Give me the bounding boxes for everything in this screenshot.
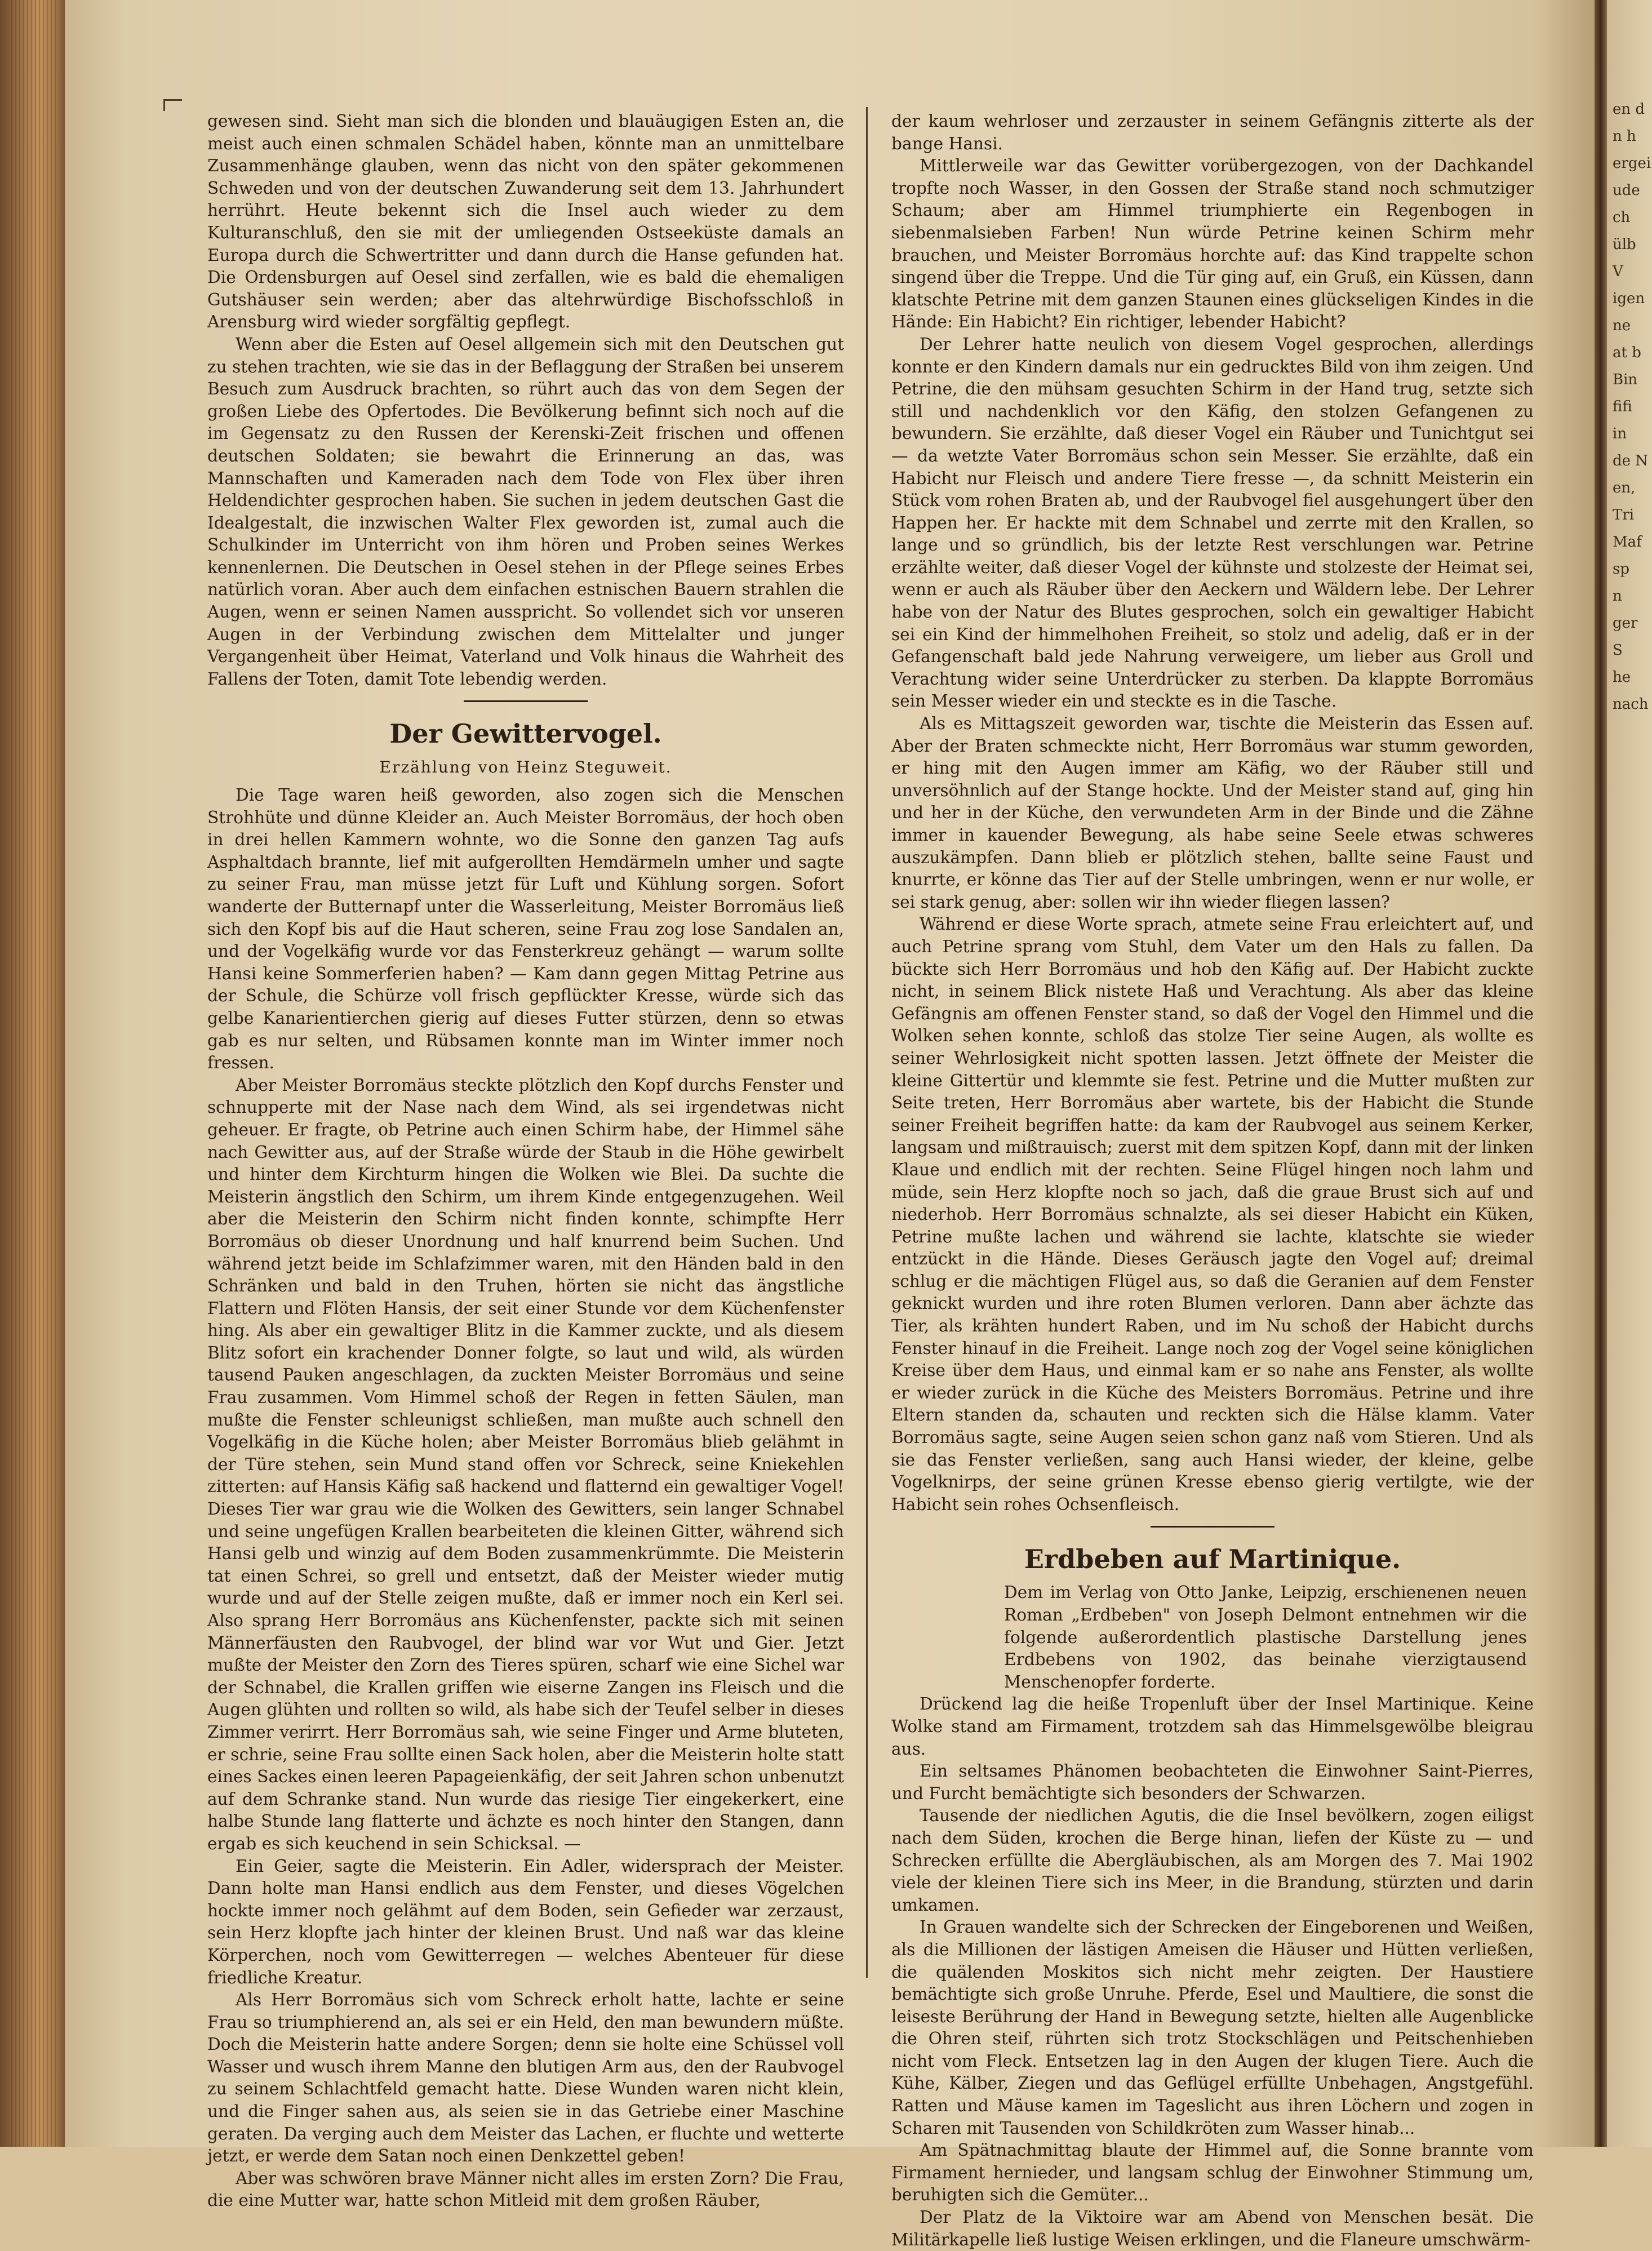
next-page-fragment: n: [1613, 588, 1622, 605]
story-paragraph: Aber was schwören brave Männer nicht alles im ersten Zorn? Die Frau, die eine Mutter war, hatte schon Mitleid mit dem großen Räuber,: [207, 2168, 844, 2210]
next-page-fragment: ergei: [1613, 155, 1651, 172]
section-divider: [1151, 1526, 1274, 1528]
next-page-fragment: en,: [1613, 479, 1636, 496]
story-paragraph: Als es Mittagszeit geworden war, tischte die Meisterin das Essen auf. Aber der Braten schmeckte nicht, Herr Borromäus war stumm geworden, er hing mit den Augen immer am Käfig, wo der Räuber still und unversöhnlich auf der Stange hockte. Und der Meister stand auf, ging hin und her in der Küche, den verwundeten Arm in der Binde und die Zähne immer in kauender Bewegung, als habe seine Seele etwas schweres auszukämpfen. Dann blieb er plötzlich stehen, ballte seine Faust und knurrte, er könne das Tier auf der Stelle umbringen, wenn er nur wolle, er sei stark genug, aber: sollen wir ihn wieder fliegen lassen?: [891, 714, 1534, 912]
next-page-fragment: sp: [1613, 561, 1629, 578]
next-page-fragment: ch: [1613, 209, 1631, 226]
next-page-fragment: igen: [1613, 290, 1645, 307]
left-column: [207, 110, 844, 2212]
story-paragraph: Aber Meister Borromäus steckte plötzlich den Kopf durchs Fenster und schnupperte mit der Nase nach dem Wind, als sei irgendetwas nicht geheuer. Er fragte, ob Petrine auch einen Schirm habe, der Himmel sähe nach Gewitter aus, auf der Straße würde der Staub in die Höhe gewirbelt und hinter dem Kirchturm hingen die Wolken wie Blei. Da suchte die Meisterin ängstlich den Schirm, um ihrem Kinde entgegenzugehen. Weil aber die Meisterin den Schirm nicht finden konnte, schimpfte Herr Borromäus ob dieser Unordnung und half knurrend beim Suchen. Und während jetzt beide im Schlafzimmer waren, mit den Händen bald in den Schränken und bald in den Truhen, hörten sie nicht das ängstliche Flattern und Flöten Hansis, der seit einer Stunde vor dem Küchenfenster hing. Als aber ein gewaltiger Blitz in die Kammer zuckte, und als diesem Blitz sofort ein krachender Donner folgte, so laut und wild, als würden tausend Pauken angeschlagen, da zuckten Meister Borromäus und seine Frau zusammen. Vom Himmel schoß der Regen in fetten Säulen, man mußte die Fenster schleunigst schließen, man mußte auch schnell den Vogelkäfig in die Küche holen; aber Meister Borromäus blieb gelähmt in der Türe stehen, sein Mund stand offen vor Schreck, seine Kniekehlen zitterten: auf Hansis Käfig saß hackend und flatternd ein gewaltiger Vogel! Dieses Tier war grau wie die Wolken des Gewitters, sein langer Schnabel und seine ungefügen Krallen bearbeiteten die kleinen Gitter, während sich Hansi gelb und winzig auf dem Boden zusammenkrümmte. Die Meisterin tat einen Schrei, so grell und entsetzt, daß der Meister wieder mutig wurde und auf der Stelle zeigen mußte, daß er immer noch ein Kerl sei. Also sprang Herr Borromäus ans Küchenfenster, packte sich mit seinen Männerfäusten den Raubvogel, der blind war vor Wut und Gier. Jetzt mußte der Meister den Zorn des Tieres spüren, scharf wie eine Sichel war der Schnabel, die Krallen griffen wie eiserne Zangen ins Fleisch und die Augen glühten und rollten so wild, als habe sich der Teufel selber in dieses Zimmer verirrt. Herr Borromäus sah, wie seine Finger und Arme bluteten, er schrie, seine Frau sollte einen Sack holen, aber die Meisterin holte statt eines Sackes einen leeren Papageienkäfig, der seit Jahren schon unbenutzt auf dem Schranke stand. Nun wurde das riesige Tier eingekerkert, eine halbe Stunde lang flatterte und ächzte es noch hinter den Stangen, dann ergab es sich keuchend in sein Schicksal. —: [207, 1075, 844, 1853]
next-page-fragment: nach: [1613, 696, 1649, 713]
book-page-edge-lines: [11, 0, 56, 2147]
next-page-fragment: S: [1613, 642, 1623, 659]
article-paragraph: Tausende der niedlichen Agutis, die die Insel bevölkern, zogen eiligst nach dem Süden, krochen die Berge hinan, liefen der Küste zu — und Schrecken erfüllte die Abergläubischen, als am Morgen des 7. Mai 1902 viele der kleinen Tiere sich ins Meer, in die Brandung, stürzten und darin umkamen.: [891, 1806, 1534, 1915]
next-page-fragment: Bin: [1613, 371, 1638, 388]
next-page-fragment: fifi: [1613, 398, 1632, 415]
column-divider: [866, 107, 868, 1978]
next-page-fragment: ne: [1613, 317, 1631, 334]
next-page-fragment: de N: [1613, 452, 1649, 469]
corner-mark: [163, 99, 182, 111]
article-paragraph: In Grauen wandelte sich der Schrecken der Eingeborenen und Weißen, als die Millionen der lästigen Ameisen die Häuser und Hütten verließen, die quälenden Moskitos sich nicht mehr zeigten. Der Haustiere bemächtigte sich große Unruhe. Pferde, Esel und Maultiere, die sonst die leiseste Berührung der Hand in Bewegung setzte, hielten alle Augenblicke die Ohren steif, rührten sich trotz Stockschlägen und Peitschenhieben nicht vom Fleck. Entsetzen lag in den Augen der klugen Tiere. Auch die Kühe, Kälber, Ziegen und das Geflügel erfüllte Unbehagen, Angstgefühl. Ratten und Mäuse kamen im Tageslicht aus ihren Löchern und zogen in Scharen mit Tausenden von Schildkröten zum Wasser hinab...: [891, 1917, 1534, 2138]
next-page-fragment: ülb: [1613, 236, 1636, 253]
story-title: Der Gewittervogel.: [389, 718, 662, 749]
section-divider: [464, 700, 588, 702]
story-paragraph: Mittlerweile war das Gewitter vorübergezogen, von der Dachkandel tropfte noch Wasser, in den Gossen der Straße stand noch schmutziger Schaum; aber am Himmel triumphierte ein Regenbogen in siebenmalsieben Farben! Nun würde Petrine keinen Schirm mehr brauchen, und Meister Borromäus horchte auf: das Kind trappelte schon singend über die Treppe. Und die Tür ging auf, ein Gruß, ein Küssen, dann klatschte Petrine mit dem ganzen Staunen eines glückseligen Kindes in die Hände: Ein Habicht? Ein richtiger, lebender Habicht?: [891, 156, 1534, 332]
story-paragraph: Als Herr Borromäus sich vom Schreck erholt hatte, lachte er seine Frau so triumphierend an, als sei er ein Held, den man bewundern müßte. Doch die Meisterin hatte andere Sorgen; denn sie holte eine Schüssel voll Wasser und wusch ihrem Manne den blutigen Arm aus, den der Raubvogel zu seinem Schlachtfeld gemacht hatte. Diese Wunden waren nicht klein, und die Finger sahen aus, als seien sie in das Getriebe einer Maschine geraten. Da verging auch dem Meister das Lachen, er fluchte und wetterte jetzt, er werde dem Satan noch einen Denkzettel geben!: [207, 1990, 844, 2166]
article-intro: Dem im Verlag von Otto Janke, Leipzig, erschienenen neuen Roman „Erdbeben" von Joseph Delmont entnehmen wir die folgende außerordentlich plastische Darstellung jenes Erdbebens von 1902, das beinahe vierzigtausend Menschenopfer forderte.: [1004, 1583, 1527, 1691]
story-paragraph: der kaum wehrloser und zerzauster in seinem Gefängnis zitterte als der bange Hansi.: [891, 112, 1534, 153]
next-page-fragment: n h: [1613, 128, 1636, 145]
next-page-fragment: V: [1613, 263, 1623, 280]
story-paragraph: Die Tage waren heiß geworden, also zogen sich die Menschen Strohhüte und dünne Kleider an. Auch Meister Borromäus, der hoch oben in drei hellen Kammern wohnte, wo die Sonne den ganzen Tag aufs Asphaltdach brannte, lief mit aufgerollten Hemdärmeln umher und sagte zu seiner Frau, man müsse jetzt für Luft und Kühlung sorgen. Sofort wanderte der Butternapf unter die Wasserleitung, Meister Borromäus ließ sich den Kopf bis auf die Haut scheren, seine Frau zog lose Sandalen an, und der Vogelkäfig wurde vor das Fensterkreuz gehängt — warum sollte Hansi keine Sommerferien haben? — Kam dann gegen Mittag Petrine aus der Schule, die Schürze voll frisch gepflückter Kresse, würde sich das gelbe Kanarientierchen gierig auf dieses Futter stürzen, denn so etwas gab es nur selten, und Rübsamen konnte man im Winter immer noch fressen.: [207, 785, 844, 1073]
next-page-fragment: in: [1613, 425, 1627, 442]
next-page-edge: [1607, 0, 1652, 2147]
article-title: Erdbeben auf Martinique.: [1024, 1544, 1401, 1575]
article-continuation: gewesen sind. Sieht man sich die blonden und blauäugigen Esten an, die meist auch einen schmalen Schädel haben, könnte man an unmittelbare Zusammenhänge glauben, wenn das nicht von den später gekommenen Schweden und von der deutschen Zuwanderung seit dem 13. Jahrhundert herrührt. Heute bekennt sich die Insel auch wieder zu dem Kulturanschluß, den sie mit der umliegenden Ostseeküste damals an Europa durch die Schwertritter und dann durch die Hanse gefunden hat. Die Ordensburgen auf Oesel sind zerfallen, wie es bald die ehemaligen Gutshäuser sein werden; aber das altehrwürdige Bischofsschloß in Arensburg wird wieder sorgfältig gepflegt.: [207, 112, 844, 332]
next-page-fragment: en d: [1613, 101, 1645, 118]
book-gutter: [1595, 0, 1607, 2147]
article-paragraph: Drückend lag die heiße Tropenluft über der Insel Martinique. Keine Wolke stand am Firmament, trotzdem sah das Himmelsgewölbe bleigrau aus.: [891, 1694, 1534, 1759]
right-column: [891, 110, 1534, 2251]
article-paragraph: Ein seltsames Phänomen beobachteten die Einwohner Saint-Pierres, und Furcht bemächtigte sich besonders der Schwarzen.: [891, 1761, 1534, 1803]
next-page-fragment: Maf: [1613, 534, 1642, 550]
next-page-fragment: ger: [1613, 615, 1638, 632]
story-paragraph: Ein Geier, sagte die Meisterin. Ein Adler, widersprach der Meister. Dann holte man Hansi endlich aus dem Fenster, und dieses Vögelchen hockte immer noch gelähmt auf dem Boden, sein Gefieder war zerzaust, sein Herz klopfte jach hinter der kleinen Brust. Und naß war das kleine Körperchen, noch vom Gewitterregen — welches Abenteuer für diese friedliche Kreatur.: [207, 1856, 844, 1987]
article-paragraph: Am Spätnachmittag blaute der Himmel auf, die Sonne brannte vom Firmament hernieder, und langsam schlug der Einwohner Stimmung um, beruhigten sich die Gemüter...: [891, 2141, 1534, 2205]
next-page-fragment: he: [1613, 669, 1631, 686]
story-paragraph: Der Lehrer hatte neulich von diesem Vogel gesprochen, allerdings konnte er den Kindern damals nur ein gedrucktes Bild von ihm zeigen. Und Petrine, die den mühsam gesuchten Schirm in der Hand trug, setzte sich still und nachdenklich vor den Käfig, den stolzen Gefangenen zu bewundern. Sie erzählte, daß dieser Vogel ein Räuber und Tunichtgut sei — da wetzte Vater Borromäus schon sein Messer. Sie erzählte, daß ein Habicht nur Fleisch und andere Tiere fresse —, da schnitt Meisterin ein Stück vom rohen Braten ab, und der Raubvogel fiel ausgehungert über den Happen her. Er hackte mit dem Schnabel und zerrte mit den Krallen, so lange und so gründlich, bis der letzte Rest verschlungen war. Petrine erzählte weiter, daß dieser Vogel der kühnste und stolzeste der Heimat sei, wenn er auch als Räuber über den Aeckern und Wäldern lebe. Der Lehrer habe von der Natur des Blutes gesprochen, solch ein gewaltiger Habicht sei ein Kind der himmelhohen Freiheit, so stolz und adelig, daß er in der Gefangenschaft bald jede Nahrung verweigere, um lieber aus Groll und Verachtung wider seine Unterdrücker zu sterben. Da klappte Borromäus sein Messer wieder ein und steckte es in die Tasche.: [891, 334, 1534, 711]
next-page-fragment: Tri: [1613, 507, 1635, 523]
article-paragraph: Wenn aber die Esten auf Oesel allgemein sich mit den Deutschen gut zu stehen trachten, wie sie das in der Beflaggung der Straßen bei unserem Besuch zum Ausdruck brachten, so rührt auch das von dem Segen der großen Liebe des Opfertodes. Die Bevölkerung befinnt sich noch auf die im Gegensatz zu den Russen der Kerenski-Zeit frischen und offenen deutschen Soldaten; sie bewahrt die Erinnerung an das, was Mannschaften und Kameraden nach dem Tode von Flex über ihren Heldendichter gesprochen haben. Sie suchen in jedem deutschen Gast die Idealgestalt, die inzwischen Walter Flex geworden ist, zumal auch die Schulkinder im Unterricht von ihm hören und Proben seines Werkes kennenlernen. Die Deutschen in Oesel stehen in der Pflege seines Erbes natürlich voran. Aber auch dem einfachen estnischen Bauern strahlen die Augen, wenn er seinen Namen ausspricht. So vollendet sich vor unseren Augen in der Verbindung zwischen dem Mittelalter und junger Vergangenheit über Heimat, Vaterland und Volk hinaus die Wahrheit des Fallens der Toten, damit Tote lebendig werden.: [207, 334, 844, 689]
next-page-fragment: ude: [1613, 182, 1640, 199]
article-paragraph: Der Platz de la Viktoire war am Abend von Menschen besät. Die Militärkapelle ließ lustige Weisen erklingen, und die Flaneure umschwärm-: [891, 2208, 1534, 2249]
story-paragraph: Während er diese Worte sprach, atmete seine Frau erleichtert auf, und auch Petrine sprang vom Stuhl, dem Vater um den Hals zu fallen. Da bückte sich Herr Borromäus und hob den Käfig auf. Der Habicht zuckte nicht, in seinem Blick nistete Haß und Verachtung. Als aber das kleine Gefängnis am offenen Fenster stand, so daß der Vogel den Himmel und die Wolken sehen konnte, schloß das stolze Tier seine Augen, als wollte es seiner Wehrlosigkeit nicht spotten lassen. Jetzt öffnete der Meister die kleine Gittertür und klemmte sie fest. Petrine und die Mutter mußten zur Seite treten, Herr Borromäus aber wartete, bis der Habicht die Stunde seiner Freiheit begriffen hatte: da kam der Raubvogel aus seinem Kerker, langsam und mißtrauisch; zuerst mit dem spitzen Kopf, dann mit der linken Klaue und endlich mit der rechten. Seine Flügel hingen noch lahm und müde, sein Herz klopfte noch so jach, daß die graue Brust sich auf und niederhob. Herr Borromäus schnalzte, als sei dieser Habicht ein Küken, Petrine mußte lachen und während sie lachte, klatschte sie wieder entzückt in die Hände. Dieses Geräusch jagte den Vogel auf; dreimal schlug er die mächtigen Flügel aus, so daß die Geranien auf dem Fenster geknickt wurden und ihre roten Blumen verloren. Dann aber ächzte das Tier, als krähten hundert Raben, und im Nu schoß der Habicht durchs Fenster hinauf in die Freiheit. Lange noch zog der Vogel seine königlichen Kreise über dem Haus, und einmal kam er so nahe ans Fenster, als wollte er wieder zurück in die Küche des Meisters Borromäus. Petrine und ihre Eltern standen da, schauten und reckten sich die Hälse klamm. Vater Borromäus sagte, seine Augen seien schon ganz naß vom Stieren. Und als sie das Fenster verließen, sang auch Hansi wieder, der kleine, gelbe Vogelknirps, der seine grünen Kresse ebenso gierig vertilgte, wie der Habicht sein rohes Ochsenfleisch.: [891, 914, 1534, 1514]
next-page-fragment: at b: [1613, 344, 1641, 361]
story-byline: Erzählung von Heinz Steguweit.: [379, 758, 672, 777]
